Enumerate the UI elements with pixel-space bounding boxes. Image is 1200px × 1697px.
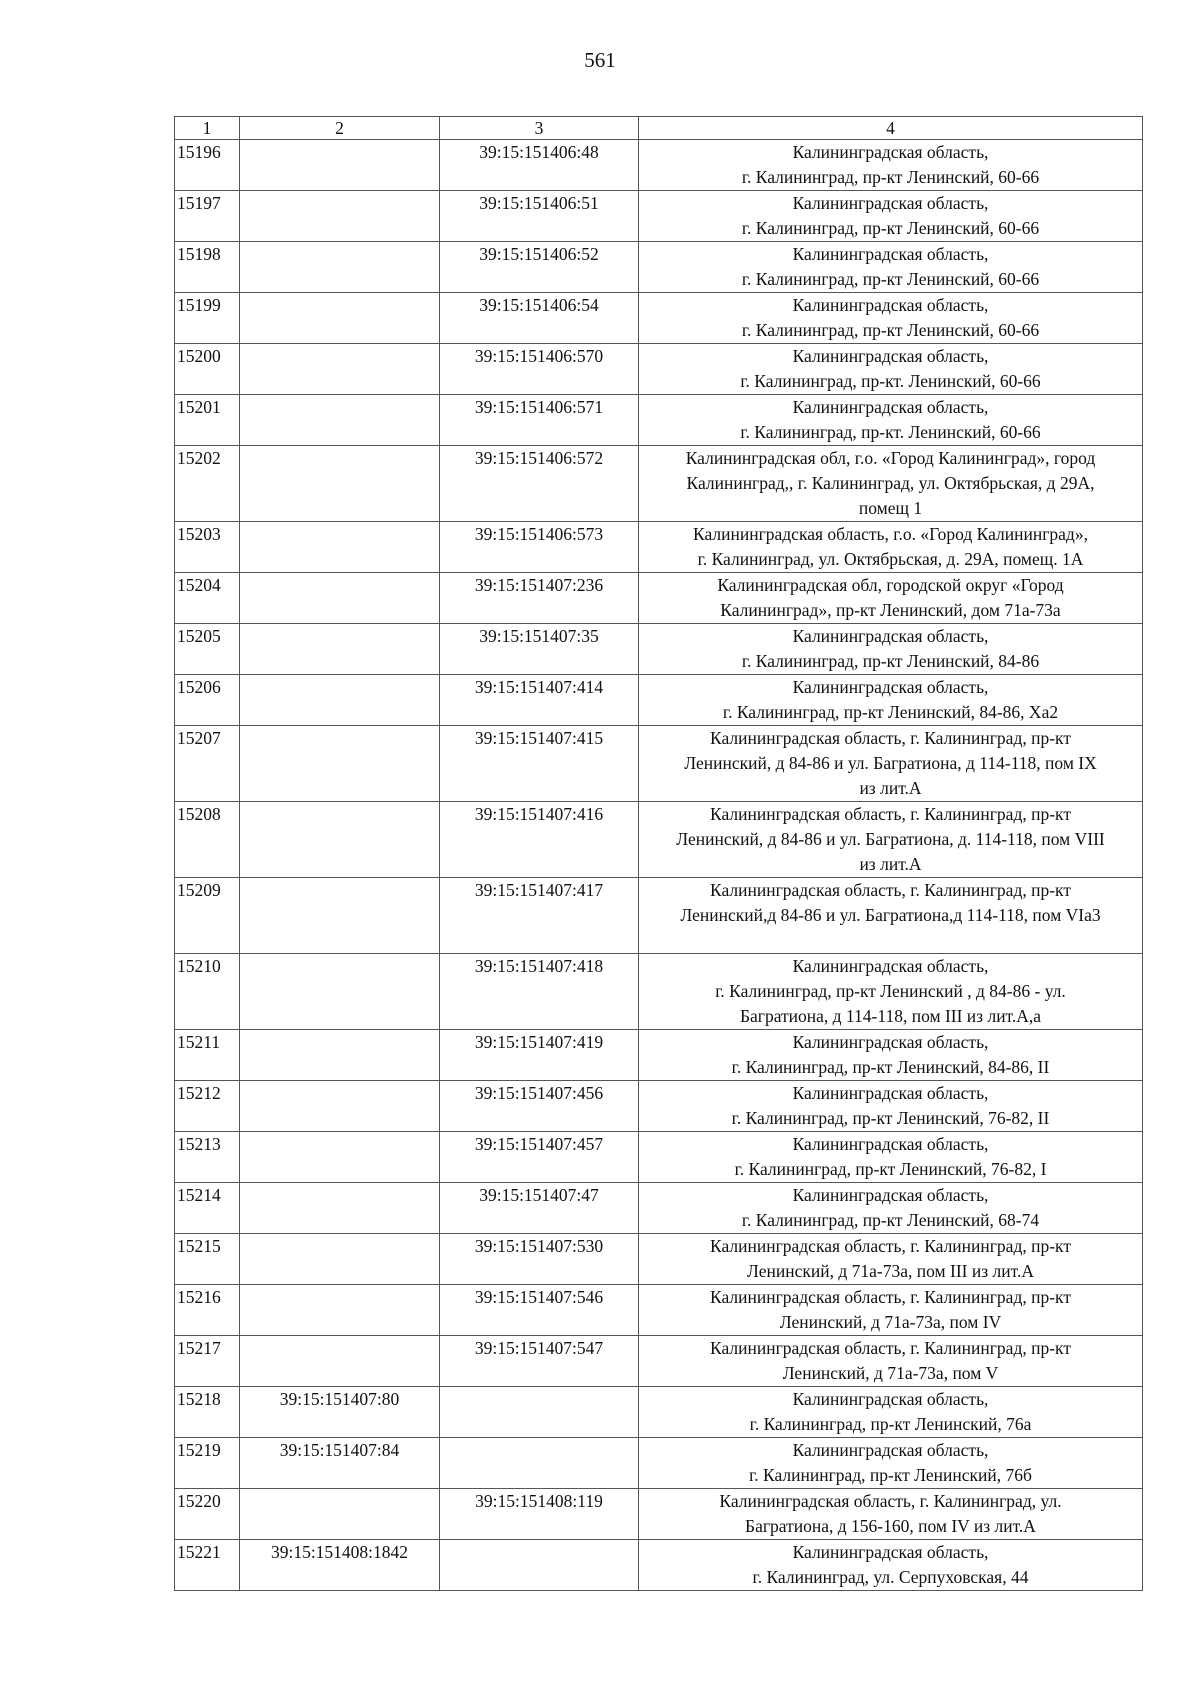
cadastral-number-col3: 39:15:151406:54 <box>440 293 639 344</box>
address-line: г. Калининград, пр-кт Ленинский, 68-74 <box>741 1210 1040 1230</box>
row-number: 15212 <box>175 1081 240 1132</box>
table-row <box>175 1336 1143 1387</box>
address-cell <box>639 573 1143 624</box>
cadastral-number-col2: 39:15:151407:84 <box>240 1438 440 1489</box>
row-number: 15219 <box>175 1438 240 1489</box>
cadastral-number-col3: 39:15:151407:47 <box>440 1183 639 1234</box>
address-cell <box>639 1183 1143 1234</box>
page-number: 561 <box>584 48 616 72</box>
address-cell <box>639 1387 1143 1438</box>
cadastral-number-col3 <box>440 1387 639 1438</box>
row-number: 15215 <box>175 1234 240 1285</box>
cadastral-number-col3: 39:15:151406:573 <box>440 522 639 573</box>
row-number: 15211 <box>175 1030 240 1081</box>
column-header-4: 4 <box>639 117 1143 140</box>
table-body <box>175 140 1143 1591</box>
row-number: 15220 <box>175 1489 240 1540</box>
address-line: Калининградская область, г. Калининград, пр-кт <box>710 1338 1071 1358</box>
address-line: Калининградская обл, городской округ «Город <box>717 575 1064 595</box>
cadastral-number-col2 <box>240 140 440 191</box>
table-row <box>175 1438 1143 1489</box>
address-line: из лит.А <box>859 778 922 798</box>
address-cell <box>639 191 1143 242</box>
address-cell <box>639 1234 1143 1285</box>
address-line: Калининградская область, <box>792 1185 989 1205</box>
address-line: Калининградская область, <box>792 1083 989 1103</box>
address-line: Калининградская область, <box>792 1542 989 1562</box>
address-line: г. Калининград, пр-кт Ленинский, 60-66 <box>741 320 1040 340</box>
address-line: Калининградская область, <box>792 193 989 213</box>
address-line: Калининградская область, <box>792 1389 989 1409</box>
cadastral-number-col3: 39:15:151406:51 <box>440 191 639 242</box>
address-cell <box>639 675 1143 726</box>
cadastral-number-col2 <box>240 1336 440 1387</box>
address-line: Калининградская область, <box>792 1134 989 1154</box>
table-row <box>175 293 1143 344</box>
address-cell <box>639 1540 1143 1591</box>
address-line: г. Калининград, пр-кт Ленинский, 60-66 <box>741 167 1040 187</box>
address-line: Калининградская область, г. Калининград, пр-кт <box>710 728 1071 748</box>
cadastral-number-col2 <box>240 191 440 242</box>
address-line: Калининградская область, <box>792 346 989 366</box>
address-line: г. Калининград, пр-кт Ленинский, 84-86, Ха2 <box>722 702 1059 722</box>
row-number: 15201 <box>175 395 240 446</box>
table-row <box>175 1132 1143 1183</box>
address-line: г. Калининград, пр-кт Ленинский, 76а <box>749 1414 1032 1434</box>
address-line: г. Калининград, пр-кт Ленинский, 76-82, II <box>731 1108 1050 1128</box>
address-line: Калининградская область, <box>792 1440 989 1460</box>
address-cell <box>639 1336 1143 1387</box>
address-line: Багратиона, д 114-118, пом III из лит.А,а <box>739 1006 1042 1026</box>
row-number: 15199 <box>175 293 240 344</box>
address-cell <box>639 802 1143 878</box>
row-number: 15206 <box>175 675 240 726</box>
table-row <box>175 446 1143 522</box>
cadastral-number-col2 <box>240 954 440 1030</box>
cadastral-number-col3: 39:15:151407:415 <box>440 726 639 802</box>
row-number: 15218 <box>175 1387 240 1438</box>
address-line: Ленинский, д 84-86 и ул. Багратиона, д. 114-118, пом VIII <box>676 829 1105 849</box>
address-line: Калининградская область, <box>792 295 989 315</box>
column-header-3: 3 <box>440 117 639 140</box>
cadastral-number-col2 <box>240 344 440 395</box>
address-line: Калининградская обл, г.о. «Город Калининград», город <box>685 448 1096 468</box>
address-cell <box>639 878 1143 954</box>
cadastral-number-col2 <box>240 1234 440 1285</box>
cadastral-number-col2 <box>240 624 440 675</box>
row-number: 15202 <box>175 446 240 522</box>
table-row <box>175 573 1143 624</box>
address-line: Багратиона, д 156-160, пом IV из лит.А <box>745 1516 1036 1536</box>
cadastral-number-col2 <box>240 446 440 522</box>
cadastral-number-col3: 39:15:151407:236 <box>440 573 639 624</box>
cadastral-number-col3: 39:15:151406:572 <box>440 446 639 522</box>
address-line: г. Калининград, ул. Серпуховская, 44 <box>752 1567 1029 1587</box>
cadastral-number-col3 <box>440 1540 639 1591</box>
address-line: Ленинский, д 71а-73а, пом V <box>782 1363 999 1383</box>
address-line: Калининградская область, <box>792 626 989 646</box>
address-cell <box>639 446 1143 522</box>
address-cell <box>639 954 1143 1030</box>
address-line: Калининградская область, <box>792 677 989 697</box>
cadastral-number-col3: 39:15:151406:571 <box>440 395 639 446</box>
row-number: 15210 <box>175 954 240 1030</box>
address-cell <box>639 1489 1143 1540</box>
table-row <box>175 522 1143 573</box>
table-row <box>175 1081 1143 1132</box>
address-cell <box>639 1132 1143 1183</box>
row-number: 15200 <box>175 344 240 395</box>
address-line: г. Калининград, пр-кт Ленинский, 84-86, II <box>731 1057 1050 1077</box>
cadastral-number-col2 <box>240 1081 440 1132</box>
column-header-2: 2 <box>240 117 440 140</box>
row-number: 15198 <box>175 242 240 293</box>
address-cell <box>639 726 1143 802</box>
cadastral-number-col3: 39:15:151408:119 <box>440 1489 639 1540</box>
cadastral-number-col2 <box>240 1285 440 1336</box>
cadastral-number-col2 <box>240 522 440 573</box>
cadastral-number-col2 <box>240 573 440 624</box>
address-line: Калининград», пр-кт Ленинский, дом 71а-73а <box>720 600 1061 620</box>
address-line: г. Калининград, пр-кт Ленинский, 60-66 <box>741 218 1040 238</box>
row-number: 15221 <box>175 1540 240 1591</box>
address-cell <box>639 1030 1143 1081</box>
row-number: 15196 <box>175 140 240 191</box>
address-line: г. Калининград, пр-кт Ленинский, 60-66 <box>741 269 1040 289</box>
table-row <box>175 395 1143 446</box>
cadastral-number-col3: 39:15:151407:35 <box>440 624 639 675</box>
row-number: 15205 <box>175 624 240 675</box>
row-number: 15217 <box>175 1336 240 1387</box>
table-row <box>175 726 1143 802</box>
address-cell <box>639 1285 1143 1336</box>
cadastral-number-col3: 39:15:151407:414 <box>440 675 639 726</box>
cadastral-number-col2 <box>240 675 440 726</box>
table-row <box>175 1387 1143 1438</box>
table-row <box>175 1285 1143 1336</box>
address-line <box>641 928 1140 953</box>
address-line: Калининградская область, г. Калининград, пр-кт <box>710 1287 1071 1307</box>
row-number: 15214 <box>175 1183 240 1234</box>
cadastral-number-col3: 39:15:151407:419 <box>440 1030 639 1081</box>
row-number: 15216 <box>175 1285 240 1336</box>
address-line: г. Калининград, пр-кт. Ленинский, 60-66 <box>740 371 1041 391</box>
table-row <box>175 1540 1143 1591</box>
address-line: г. Калининград, пр-кт Ленинский, 76-82, I <box>734 1159 1047 1179</box>
address-cell <box>639 1081 1143 1132</box>
address-line: из лит.А <box>859 854 922 874</box>
row-number: 15204 <box>175 573 240 624</box>
address-cell <box>639 624 1143 675</box>
table-row <box>175 191 1143 242</box>
address-cell <box>639 344 1143 395</box>
address-line: Калининградская область, г. Калининград, пр-кт <box>710 804 1071 824</box>
row-number: 15203 <box>175 522 240 573</box>
row-number: 15209 <box>175 878 240 954</box>
address-line: Калининград,, г. Калининград, ул. Октябрьская, д 29А, <box>686 473 1095 493</box>
address-cell <box>639 140 1143 191</box>
table-row <box>175 1030 1143 1081</box>
cadastral-number-col3: 39:15:151407:418 <box>440 954 639 1030</box>
cadastral-number-col3: 39:15:151407:457 <box>440 1132 639 1183</box>
row-number: 15213 <box>175 1132 240 1183</box>
address-line: Калининградская область, г. Калининград, пр-кт <box>710 880 1071 900</box>
table-row <box>175 675 1143 726</box>
cadastral-number-col3: 39:15:151407:547 <box>440 1336 639 1387</box>
cadastral-number-col2 <box>240 242 440 293</box>
register-table <box>174 116 1143 1591</box>
table-row <box>175 242 1143 293</box>
cadastral-number-col2 <box>240 1489 440 1540</box>
cadastral-number-col2 <box>240 878 440 954</box>
cadastral-number-col2 <box>240 726 440 802</box>
row-number: 15207 <box>175 726 240 802</box>
address-cell <box>639 293 1143 344</box>
header-row <box>175 117 1143 140</box>
cadastral-number-col2 <box>240 395 440 446</box>
address-cell <box>639 242 1143 293</box>
cadastral-number-col3 <box>440 1438 639 1489</box>
address-cell <box>639 395 1143 446</box>
address-cell <box>639 1438 1143 1489</box>
cadastral-number-col2: 39:15:151407:80 <box>240 1387 440 1438</box>
table-row <box>175 954 1143 1030</box>
cadastral-number-col2 <box>240 1183 440 1234</box>
address-line: Калининградская область, г. Калининград, пр-кт <box>710 1236 1071 1256</box>
cadastral-number-col2: 39:15:151408:1842 <box>240 1540 440 1591</box>
cadastral-number-col3: 39:15:151407:417 <box>440 878 639 954</box>
table-row <box>175 1183 1143 1234</box>
table-row <box>175 140 1143 191</box>
table-row <box>175 344 1143 395</box>
address-line: Калининградская область, <box>792 142 989 162</box>
address-line: помещ 1 <box>858 498 923 518</box>
address-cell <box>639 522 1143 573</box>
address-line: г. Калининград, ул. Октябрьская, д. 29А, помещ. 1А <box>697 549 1084 569</box>
cadastral-number-col3: 39:15:151407:416 <box>440 802 639 878</box>
row-number: 15208 <box>175 802 240 878</box>
table-row <box>175 624 1143 675</box>
cadastral-number-col3: 39:15:151407:546 <box>440 1285 639 1336</box>
address-line: Ленинский, д 71а-73а, пом IV <box>779 1312 1002 1332</box>
address-line: г. Калининград, пр-кт. Ленинский, 60-66 <box>740 422 1041 442</box>
cadastral-number-col2 <box>240 1030 440 1081</box>
address-line: г. Калининград, пр-кт Ленинский, 76б <box>749 1465 1032 1485</box>
row-number: 15197 <box>175 191 240 242</box>
table-row <box>175 802 1143 878</box>
cadastral-number-col3: 39:15:151406:570 <box>440 344 639 395</box>
table-row <box>175 1489 1143 1540</box>
address-line: Калининградская область, <box>792 397 989 417</box>
cadastral-number-col2 <box>240 1132 440 1183</box>
cadastral-number-col3: 39:15:151407:456 <box>440 1081 639 1132</box>
address-line: Калининградская область, г. Калининград, ул. <box>719 1491 1062 1511</box>
cadastral-number-col2 <box>240 802 440 878</box>
cadastral-number-col3: 39:15:151406:52 <box>440 242 639 293</box>
address-line: Ленинский, д 71а-73а, пом III из лит.А <box>747 1261 1034 1281</box>
address-line: г. Калининград, пр-кт Ленинский , д 84-86 - ул. <box>715 981 1066 1001</box>
cadastral-number-col3: 39:15:151407:530 <box>440 1234 639 1285</box>
address-line: Ленинский,д 84-86 и ул. Багратиона,д 114-118, пом VIа3 <box>680 905 1101 925</box>
address-line: Калининградская область, <box>792 956 989 976</box>
address-line: г. Калининград, пр-кт Ленинский, 84-86 <box>741 651 1040 671</box>
cadastral-number-col2 <box>240 293 440 344</box>
table-row <box>175 1234 1143 1285</box>
address-line: Калининградская область, г.о. «Город Калининград», <box>693 524 1088 544</box>
table-row <box>175 878 1143 954</box>
address-line: Ленинский, д 84-86 и ул. Багратиона, д 114-118, пом IX <box>684 753 1097 773</box>
cadastral-number-col3: 39:15:151406:48 <box>440 140 639 191</box>
address-line: Калининградская область, <box>792 244 989 264</box>
column-header-1: 1 <box>175 117 240 140</box>
address-line: Калининградская область, <box>792 1032 989 1052</box>
